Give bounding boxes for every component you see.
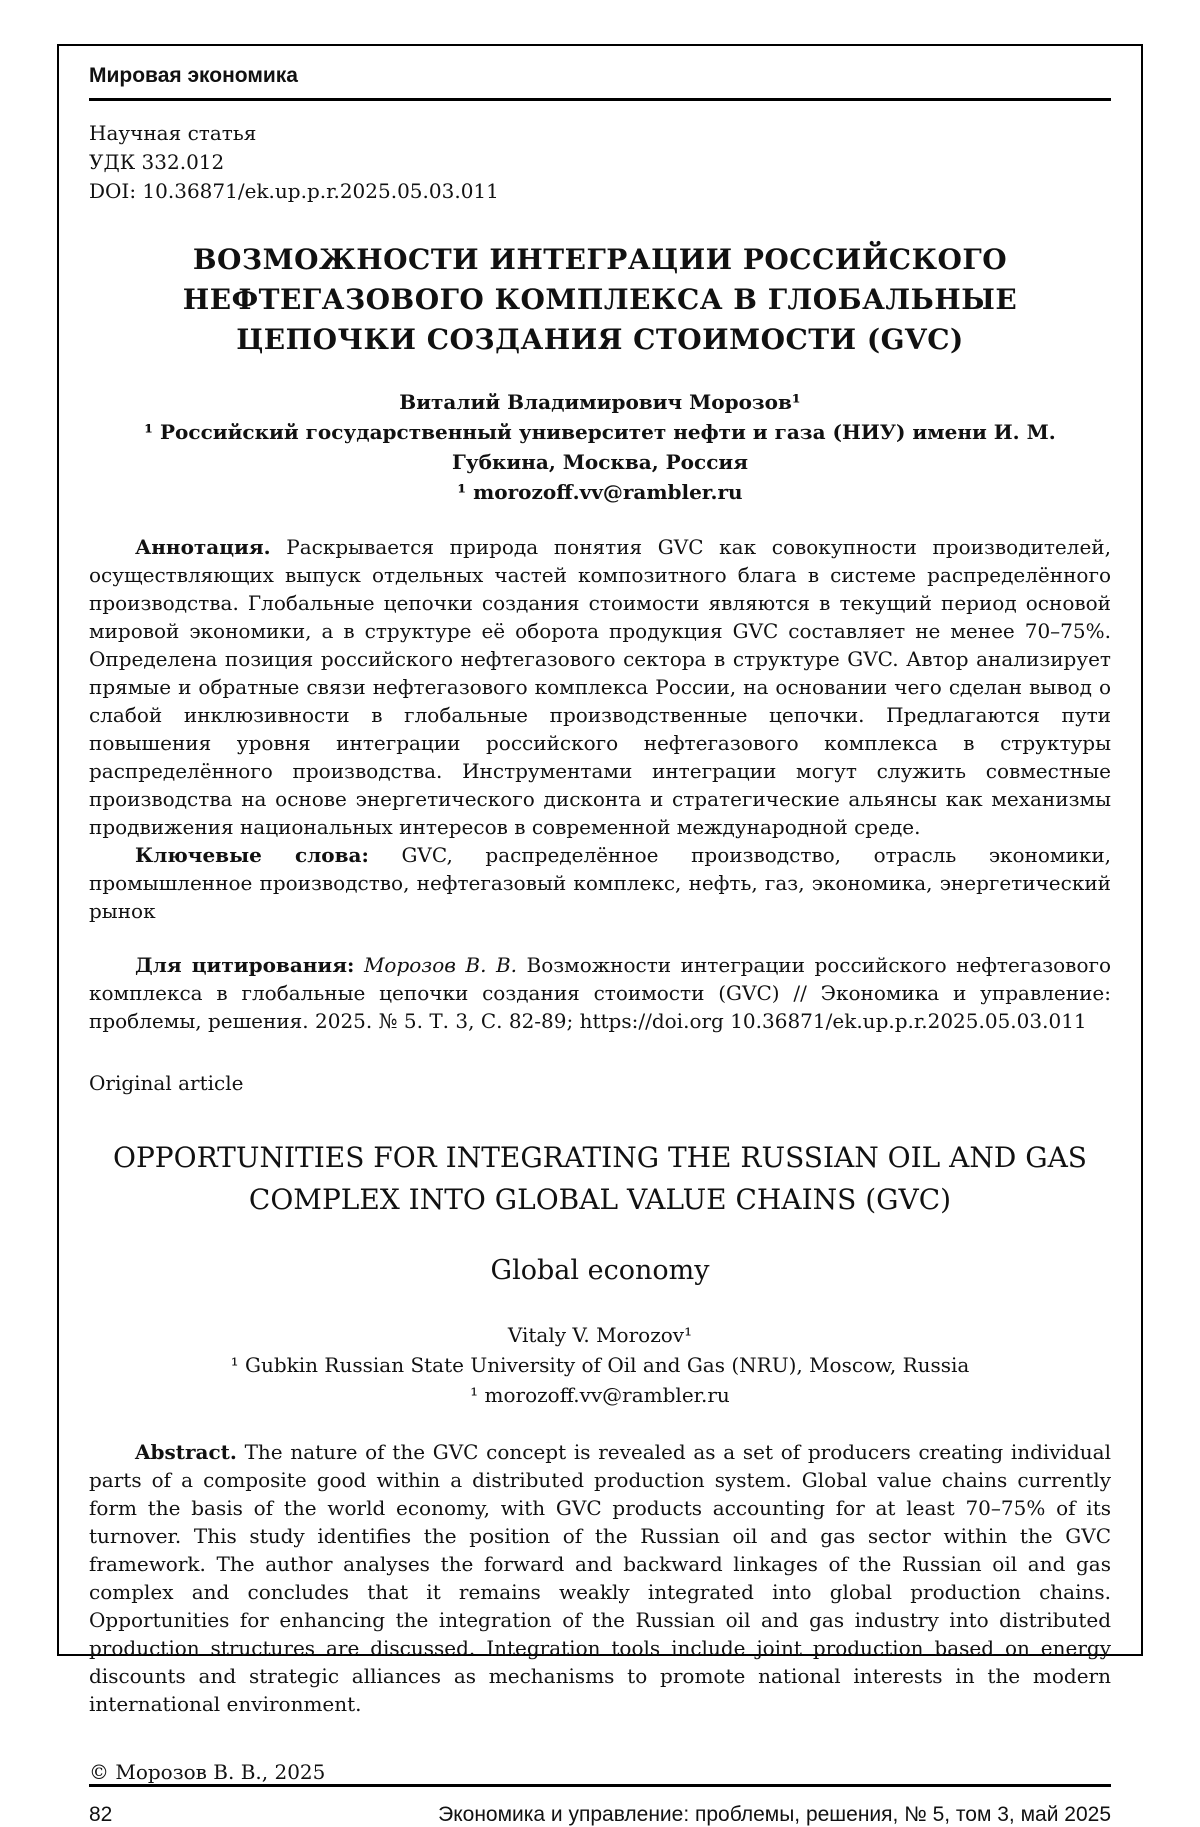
article-title-en: OPPORTUNITIES FOR INTEGRATING THE RUSSIAN OIL AND GAS COMPLEX INTO GLOBAL VALUE CHAINS (GVC) — [113, 1141, 1087, 1217]
article-type: Научная статья — [89, 121, 257, 145]
keywords-label-ru: Ключевые слова: — [135, 843, 369, 868]
section-title-en: Global economy — [490, 1255, 710, 1287]
abstract-ru — [89, 533, 1111, 841]
keywords-ru — [89, 841, 1111, 925]
citation-label: Для цитирования: — [135, 953, 355, 978]
author-name-en: Vitaly V. Morozov¹ — [507, 1323, 693, 1348]
abstract-label-en: Abstract. — [135, 1440, 237, 1465]
abstract-en — [89, 1438, 1111, 1718]
original-article-label: Original article — [89, 1071, 244, 1096]
affiliation-en: ¹ Gubkin Russian State University of Oil and Gas (NRU), Moscow, Russia — [230, 1353, 970, 1378]
keywords-text-ru: GVC, распределённое производство, отрасль экономики, промышленное производство, нефтегазовый комплекс, нефть, газ, экономика, энергетический рынок — [89, 843, 1112, 924]
page-number: 82 — [89, 1803, 113, 1827]
abstract-text-en: The nature of the GVC concept is revealed as a set of producers creating individual parts of a composite good within a distributed production system. Global value chains currently form the basis of the world economy, with GVC products accounting for at least 70–75% of its turnover. This study identifies the position of the Russian oil and gas sector within the GVC framework. The author analyses the forward and backward linkages of the Russian oil and gas complex and concludes that it remains weakly integrated into global production chains. Opportunities for enhancing the integration of the Russian oil and gas industry into distributed production structures are discussed. Integration tools include joint production based on energy discounts and strategic alliances as mechanisms to promote national interests in the modern international environment. — [89, 1440, 1111, 1717]
author-block-en — [89, 1320, 1111, 1410]
copyright-notice: © Морозов В. В., 2025 — [89, 1760, 326, 1785]
doi-number: DOI: 10.36871/ek.up.p.r.2025.05.03.011 — [89, 179, 499, 203]
article-title-ru: ВОЗМОЖНОСТИ ИНТЕГРАЦИИ РОССИЙСКОГО НЕФТЕГАЗОВОГО КОМПЛЕКСА В ГЛОБАЛЬНЫЕ ЦЕПОЧКИ СОЗДАНИЯ СТОИМОСТИ (GVC) — [182, 243, 1018, 356]
abstract-text-ru: Раскрывается природа понятия GVC как совокупности производителей, осуществляющих выпуск отдельных частей композитного блага в системе распределённого производства. Глобальные цепочки создания стоимости являются в текущий период основой мировой экономики, а в структуре её оборота продукция GVC составляет не менее 70–75%. Определена позиция российского нефтегазового сектора в структуре GVC. Автор анализирует прямые и обратные связи нефтегазового комплекса России, на основании чего сделан вывод о слабой инклюзивности в глобальные производственные цепочки. Предлагаются пути повышения уровня интеграции российского нефтегазового комплекса в структуры распределённого производства. Инструментами интеграции могут служить совместные производства на основе энергетического дисконта и стратегические альянсы как механизмы продвижения национальных интересов в современной международной среде. — [89, 535, 1111, 840]
author-name-ru: Виталий Владимирович Морозов¹ — [399, 390, 801, 415]
author-block-ru — [89, 387, 1111, 507]
email-ru: ¹ morozoff.vv@rambler.ru — [457, 480, 743, 505]
citation-authors: Морозов В. В. — [363, 953, 518, 978]
page-frame — [57, 44, 1143, 1827]
udc-number: УДК 332.012 — [89, 150, 225, 174]
page-footer — [89, 1784, 1111, 1827]
citation-text: Возможности интеграции российского нефтегазового комплекса в глобальные цепочки создания стоимости (GVC) // Экономика и управление: проблемы, решения. 2025. № 5. Т. 3, С. 82-89; https://doi.org 10.36871/ek.up.p.r.2025.05.03.011 — [89, 953, 1112, 1034]
header-rule — [89, 98, 1111, 101]
article-meta — [89, 119, 1111, 206]
email-en: ¹ morozoff.vv@rambler.ru — [470, 1383, 730, 1408]
abstract-label-ru: Аннотация. — [135, 535, 271, 560]
section-header: Мировая экономика — [89, 64, 298, 87]
citation-ru — [89, 951, 1111, 1035]
journal-line: Экономика и управление: проблемы, решения, № 5, том 3, май 2025 — [438, 1803, 1111, 1827]
affiliation-ru: ¹ Российский государственный университет нефти и газа (НИУ) имени И. М. Губкина, Москва, Россия — [144, 420, 1056, 475]
